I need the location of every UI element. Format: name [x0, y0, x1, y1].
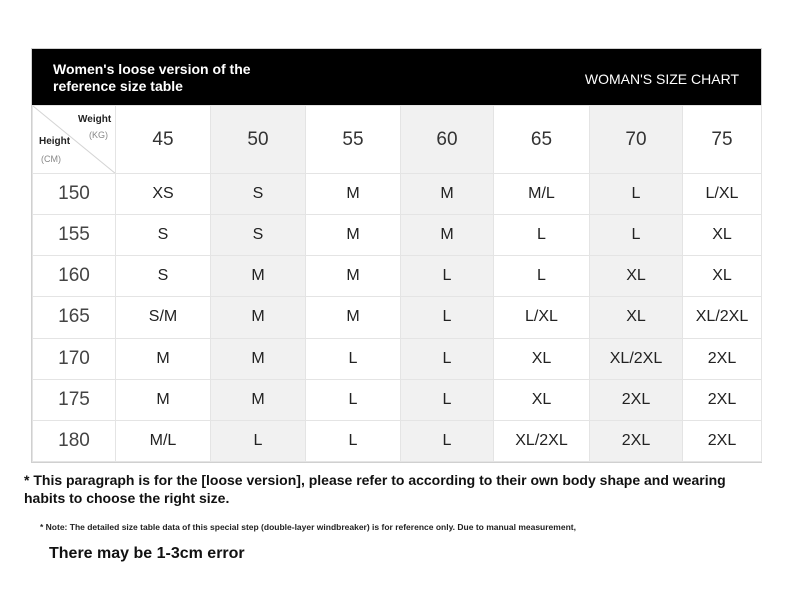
size-cell: M	[211, 379, 306, 420]
chart-header	[32, 49, 761, 105]
size-cell: L	[211, 420, 306, 461]
table-row	[33, 338, 762, 379]
size-cell: L/XL	[683, 174, 762, 215]
size-cell: S	[116, 256, 211, 297]
size-cell: XL/2XL	[494, 420, 590, 461]
size-cell: M	[306, 174, 401, 215]
size-cell: S	[211, 215, 306, 256]
size-cell: L/XL	[494, 297, 590, 338]
size-cell: M/L	[494, 174, 590, 215]
table-row	[33, 379, 762, 420]
size-cell: L	[590, 174, 683, 215]
height-cell: 150	[33, 174, 116, 215]
measurement-note: * Note: The detailed size table data of this special step (double-layer windbreaker) is for reference only. Due to manual measurement,	[40, 522, 576, 532]
size-cell: M	[306, 256, 401, 297]
size-cell: 2XL	[590, 379, 683, 420]
weight-header-row	[33, 106, 762, 174]
table-row	[33, 215, 762, 256]
weight-header: 50	[211, 106, 306, 174]
table-row	[33, 297, 762, 338]
size-cell: XS	[116, 174, 211, 215]
size-cell: L	[401, 297, 494, 338]
size-cell: L	[401, 420, 494, 461]
size-cell: S	[211, 174, 306, 215]
size-cell: L	[494, 256, 590, 297]
size-cell: M	[306, 297, 401, 338]
size-cell: M	[211, 338, 306, 379]
size-cell: 2XL	[683, 379, 762, 420]
size-cell: XL/2XL	[590, 338, 683, 379]
weight-header: 45	[116, 106, 211, 174]
chart-label: WOMAN'S SIZE CHART	[584, 71, 739, 87]
size-cell: M	[306, 215, 401, 256]
size-cell: L	[401, 256, 494, 297]
size-chart	[31, 48, 762, 463]
table-row	[33, 420, 762, 461]
size-cell: L	[306, 379, 401, 420]
size-table	[32, 105, 762, 462]
table-row	[33, 256, 762, 297]
size-cell: 2XL	[590, 420, 683, 461]
size-cell: M	[211, 297, 306, 338]
height-unit: (CM)	[41, 154, 61, 164]
error-note: There may be 1-3cm error	[49, 545, 245, 562]
height-label: Height	[39, 136, 71, 147]
size-cell: M	[116, 338, 211, 379]
height-cell: 165	[33, 297, 116, 338]
size-cell: L	[590, 215, 683, 256]
height-cell: 155	[33, 215, 116, 256]
size-cell: M	[401, 215, 494, 256]
size-cell: 2XL	[683, 338, 762, 379]
size-cell: L	[401, 379, 494, 420]
chart-title: Women's loose version of the reference size table	[53, 61, 251, 94]
size-cell: M	[116, 379, 211, 420]
table-corner	[33, 106, 116, 174]
size-cell: M	[211, 256, 306, 297]
weight-header: 75	[683, 106, 762, 174]
size-cell: L	[401, 338, 494, 379]
size-cell: M	[401, 174, 494, 215]
weight-header: 70	[590, 106, 683, 174]
size-cell: L	[306, 338, 401, 379]
height-cell: 180	[33, 420, 116, 461]
size-cell: S/M	[116, 297, 211, 338]
weight-header: 55	[306, 106, 401, 174]
weight-header: 60	[401, 106, 494, 174]
height-cell: 175	[33, 379, 116, 420]
size-cell: XL	[494, 379, 590, 420]
weight-header: 65	[494, 106, 590, 174]
size-cell: 2XL	[683, 420, 762, 461]
size-cell: M/L	[116, 420, 211, 461]
size-cell: XL	[683, 215, 762, 256]
loose-version-note: * This paragraph is for the [loose version], please refer to according to their own body shape and wearing habits to choose the right size.	[24, 472, 726, 506]
size-cell: S	[116, 215, 211, 256]
height-cell: 160	[33, 256, 116, 297]
size-cell: XL	[683, 256, 762, 297]
size-cell: L	[494, 215, 590, 256]
weight-unit: (KG)	[89, 130, 108, 140]
size-cell: L	[306, 420, 401, 461]
size-cell: XL	[494, 338, 590, 379]
weight-label: Weight	[78, 114, 112, 125]
size-cell: XL	[590, 256, 683, 297]
size-cell: XL/2XL	[683, 297, 762, 338]
height-cell: 170	[33, 338, 116, 379]
table-row	[33, 174, 762, 215]
size-cell: XL	[590, 297, 683, 338]
